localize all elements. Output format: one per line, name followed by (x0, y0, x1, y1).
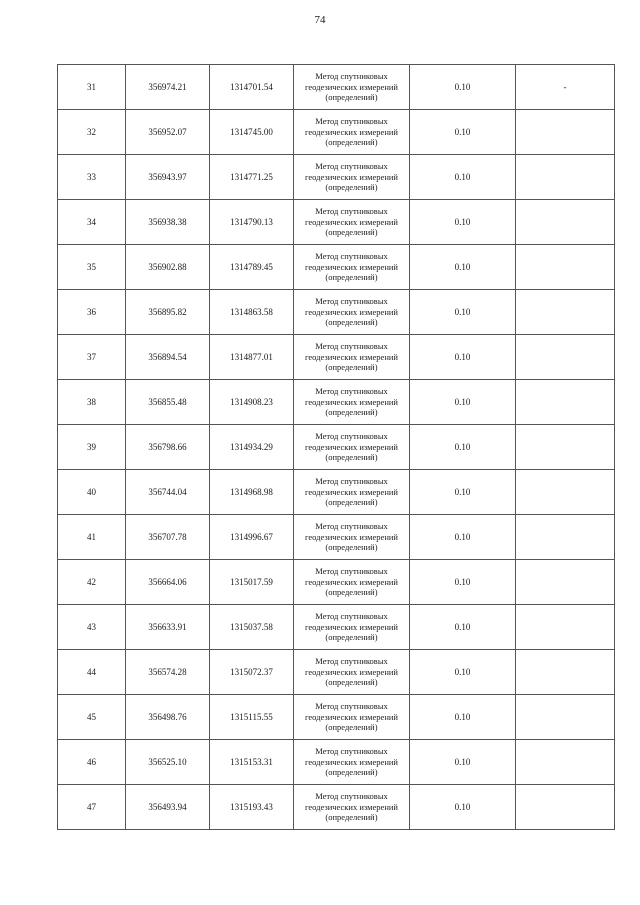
cell-description (516, 740, 615, 785)
cell-accuracy: 0.10 (410, 200, 516, 245)
cell-x-coordinate: 356974.21 (126, 65, 210, 110)
cell-y-coordinate: 1315193.43 (210, 785, 294, 830)
cell-y-coordinate: 1315153.31 (210, 740, 294, 785)
table-row (58, 335, 615, 380)
cell-y-coordinate: 1314701.54 (210, 65, 294, 110)
cell-x-coordinate: 356525.10 (126, 740, 210, 785)
cell-x-coordinate: 356633.91 (126, 605, 210, 650)
cell-y-coordinate: 1314877.01 (210, 335, 294, 380)
cell-x-coordinate: 356952.07 (126, 110, 210, 155)
cell-y-coordinate: 1314934.29 (210, 425, 294, 470)
cell-accuracy: 0.10 (410, 335, 516, 380)
table-row (58, 650, 615, 695)
table-row (58, 65, 615, 110)
table-row (58, 200, 615, 245)
table-row (58, 515, 615, 560)
cell-accuracy: 0.10 (410, 515, 516, 560)
cell-description (516, 335, 615, 380)
cell-description (516, 380, 615, 425)
cell-y-coordinate: 1315037.58 (210, 605, 294, 650)
cell-point-number: 44 (58, 650, 126, 695)
cell-y-coordinate: 1314996.67 (210, 515, 294, 560)
cell-point-number: 42 (58, 560, 126, 605)
cell-point-number: 43 (58, 605, 126, 650)
table-row (58, 245, 615, 290)
cell-accuracy: 0.10 (410, 470, 516, 515)
cell-point-number: 47 (58, 785, 126, 830)
table-row (58, 470, 615, 515)
cell-x-coordinate: 356895.82 (126, 290, 210, 335)
cell-description: - (516, 65, 615, 110)
cell-y-coordinate: 1314908.23 (210, 380, 294, 425)
cell-description (516, 470, 615, 515)
cell-y-coordinate: 1314968.98 (210, 470, 294, 515)
cell-accuracy: 0.10 (410, 65, 516, 110)
cell-x-coordinate: 356938.38 (126, 200, 210, 245)
cell-description (516, 245, 615, 290)
cell-x-coordinate: 356574.28 (126, 650, 210, 695)
cell-point-number: 40 (58, 470, 126, 515)
cell-point-number: 34 (58, 200, 126, 245)
cell-accuracy: 0.10 (410, 110, 516, 155)
cell-method: Метод спутниковых геодезических измерений (определений) (294, 425, 410, 470)
cell-description (516, 515, 615, 560)
cell-y-coordinate: 1314745.00 (210, 110, 294, 155)
cell-method: Метод спутниковых геодезических измерений (определений) (294, 785, 410, 830)
cell-accuracy: 0.10 (410, 380, 516, 425)
cell-y-coordinate: 1315017.59 (210, 560, 294, 605)
cell-x-coordinate: 356943.97 (126, 155, 210, 200)
cell-accuracy: 0.10 (410, 740, 516, 785)
cell-point-number: 45 (58, 695, 126, 740)
table-row (58, 290, 615, 335)
cell-method: Метод спутниковых геодезических измерений (определений) (294, 650, 410, 695)
cell-x-coordinate: 356894.54 (126, 335, 210, 380)
table-row (58, 695, 615, 740)
cell-description (516, 110, 615, 155)
cell-description (516, 425, 615, 470)
cell-point-number: 39 (58, 425, 126, 470)
coordinates-table (57, 64, 615, 830)
cell-description (516, 695, 615, 740)
table-row (58, 785, 615, 830)
cell-description (516, 605, 615, 650)
cell-x-coordinate: 356744.04 (126, 470, 210, 515)
cell-method: Метод спутниковых геодезических измерений (определений) (294, 515, 410, 560)
cell-point-number: 31 (58, 65, 126, 110)
table-row (58, 425, 615, 470)
table-row (58, 605, 615, 650)
cell-point-number: 41 (58, 515, 126, 560)
cell-accuracy: 0.10 (410, 155, 516, 200)
cell-accuracy: 0.10 (410, 245, 516, 290)
cell-point-number: 38 (58, 380, 126, 425)
cell-description (516, 650, 615, 695)
cell-accuracy: 0.10 (410, 785, 516, 830)
cell-accuracy: 0.10 (410, 290, 516, 335)
cell-method: Метод спутниковых геодезических измерений (определений) (294, 110, 410, 155)
cell-point-number: 37 (58, 335, 126, 380)
cell-description (516, 290, 615, 335)
cell-method: Метод спутниковых геодезических измерений (определений) (294, 335, 410, 380)
table-row (58, 155, 615, 200)
cell-description (516, 560, 615, 605)
cell-y-coordinate: 1314790.13 (210, 200, 294, 245)
cell-description (516, 785, 615, 830)
cell-x-coordinate: 356664.06 (126, 560, 210, 605)
cell-method: Метод спутниковых геодезических измерений (определений) (294, 155, 410, 200)
table-row (58, 560, 615, 605)
cell-method: Метод спутниковых геодезических измерений (определений) (294, 380, 410, 425)
cell-x-coordinate: 356902.88 (126, 245, 210, 290)
cell-point-number: 32 (58, 110, 126, 155)
cell-x-coordinate: 356493.94 (126, 785, 210, 830)
cell-description (516, 200, 615, 245)
cell-method: Метод спутниковых геодезических измерений (определений) (294, 695, 410, 740)
cell-method: Метод спутниковых геодезических измерений (определений) (294, 290, 410, 335)
cell-x-coordinate: 356707.78 (126, 515, 210, 560)
table-row (58, 380, 615, 425)
cell-method: Метод спутниковых геодезических измерений (определений) (294, 560, 410, 605)
table-row (58, 110, 615, 155)
coordinates-table-body (58, 65, 615, 830)
cell-y-coordinate: 1314863.58 (210, 290, 294, 335)
cell-method: Метод спутниковых геодезических измерений (определений) (294, 740, 410, 785)
cell-accuracy: 0.10 (410, 650, 516, 695)
cell-point-number: 35 (58, 245, 126, 290)
cell-method: Метод спутниковых геодезических измерений (определений) (294, 200, 410, 245)
cell-description (516, 155, 615, 200)
cell-y-coordinate: 1315072.37 (210, 650, 294, 695)
cell-x-coordinate: 356498.76 (126, 695, 210, 740)
cell-y-coordinate: 1314789.45 (210, 245, 294, 290)
cell-point-number: 36 (58, 290, 126, 335)
cell-method: Метод спутниковых геодезических измерений (определений) (294, 65, 410, 110)
cell-method: Метод спутниковых геодезических измерений (определений) (294, 245, 410, 290)
cell-point-number: 33 (58, 155, 126, 200)
cell-x-coordinate: 356855.48 (126, 380, 210, 425)
table-row (58, 740, 615, 785)
cell-x-coordinate: 356798.66 (126, 425, 210, 470)
cell-method: Метод спутниковых геодезических измерений (определений) (294, 470, 410, 515)
cell-method: Метод спутниковых геодезических измерений (определений) (294, 605, 410, 650)
cell-accuracy: 0.10 (410, 425, 516, 470)
cell-y-coordinate: 1314771.25 (210, 155, 294, 200)
cell-accuracy: 0.10 (410, 605, 516, 650)
cell-point-number: 46 (58, 740, 126, 785)
cell-y-coordinate: 1315115.55 (210, 695, 294, 740)
cell-accuracy: 0.10 (410, 695, 516, 740)
page-number: 74 (314, 14, 326, 26)
cell-accuracy: 0.10 (410, 560, 516, 605)
